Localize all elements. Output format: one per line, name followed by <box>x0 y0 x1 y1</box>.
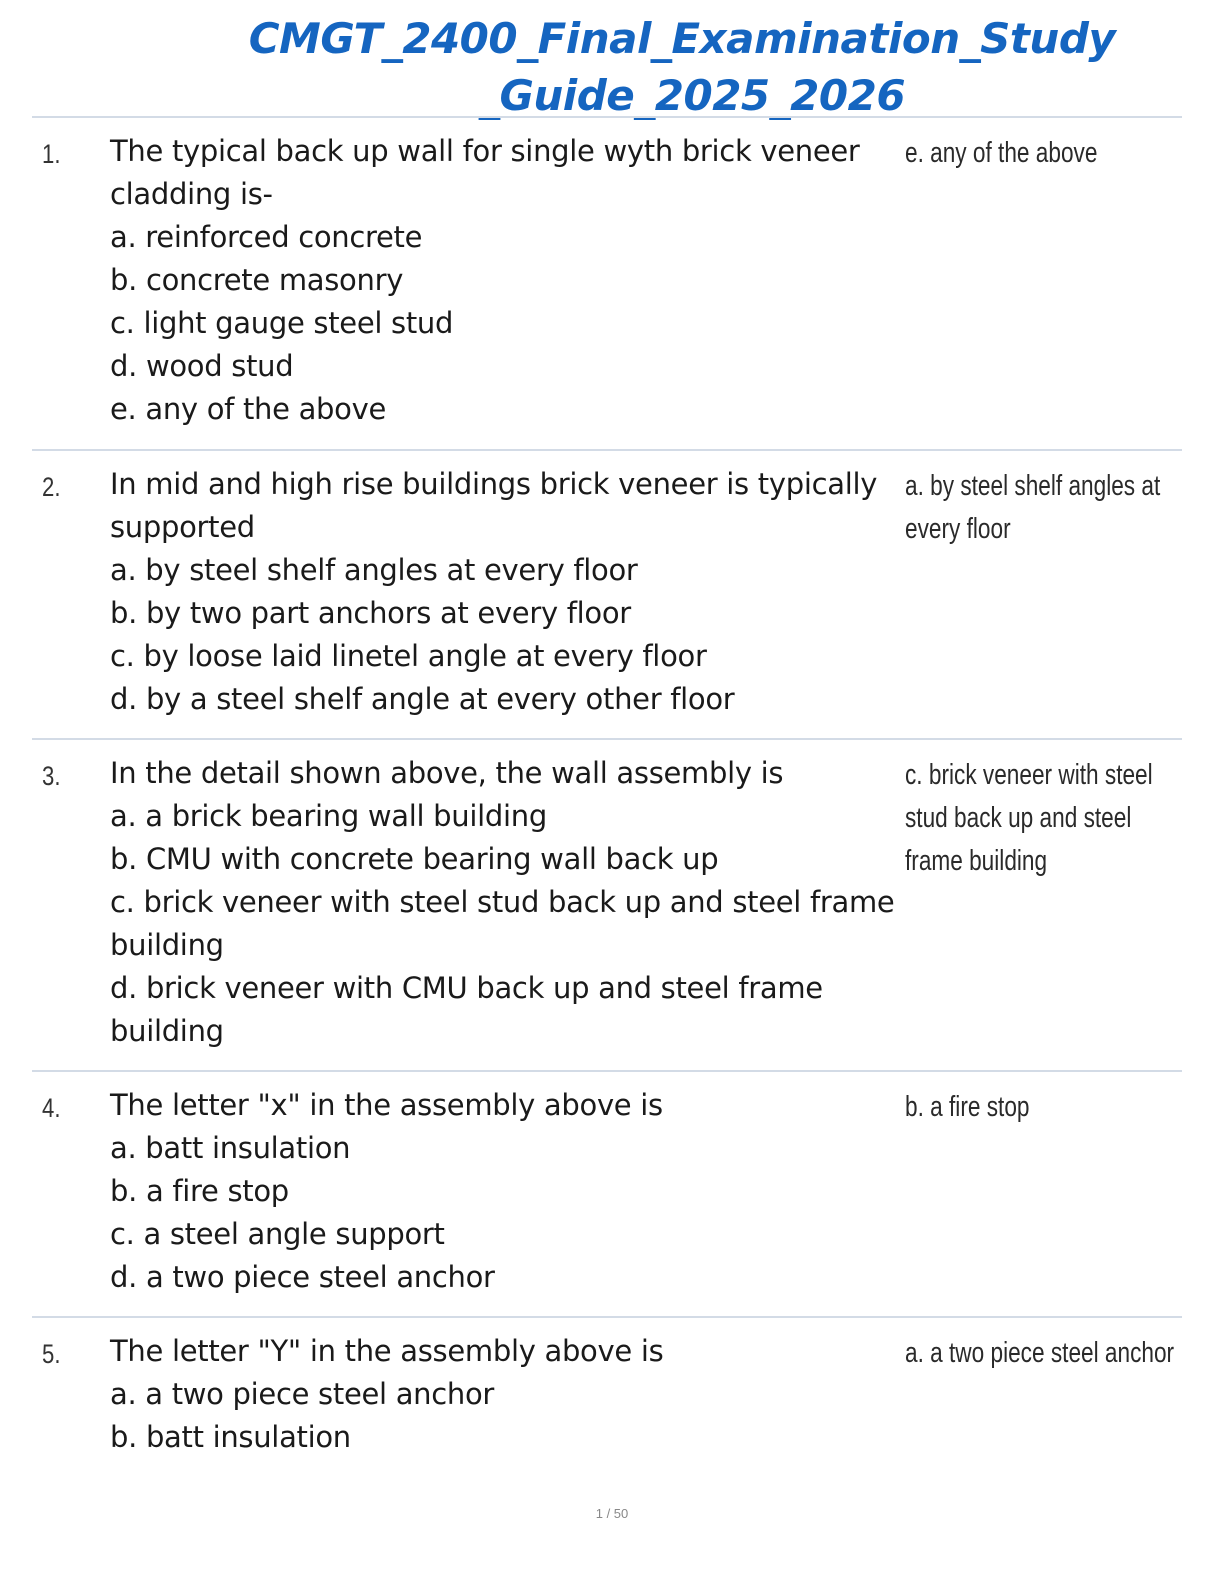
question-line: In the detail shown above, the wall assembly is <box>110 756 784 790</box>
option-a: a. a two piece steel anchor <box>110 1377 495 1411</box>
option-a: a. by steel shelf angles at every floor <box>110 553 638 587</box>
question-row-1 <box>32 118 1182 451</box>
question-line: The letter "x" in the assembly above is <box>110 1088 663 1122</box>
question-text <box>110 130 910 431</box>
option-c: c. brick veneer with steel stud back up and steel frame <box>110 885 895 919</box>
answer-text <box>905 1086 1186 1129</box>
question-row-3 <box>32 740 1182 1072</box>
option-a: a. a brick bearing wall building <box>110 799 547 833</box>
option-d: d. by a steel shelf angle at every other floor <box>110 682 735 716</box>
question-row-4 <box>32 1072 1182 1318</box>
option-a: a. reinforced concrete <box>110 220 423 254</box>
answer-line: e. any of the above <box>905 137 1098 169</box>
answer-line: a. a two piece steel anchor <box>905 1337 1175 1369</box>
question-line: The typical back up wall for single wyth brick veneer <box>110 134 860 168</box>
question-row-2 <box>32 451 1182 740</box>
answer-line: stud back up and steel <box>905 802 1132 834</box>
question-line: supported <box>110 510 255 544</box>
question-line: In mid and high rise buildings brick veneer is typically <box>110 467 878 501</box>
question-number: 3. <box>42 761 61 791</box>
answer-line: frame building <box>905 845 1048 877</box>
answer-line: a. by steel shelf angles at <box>905 470 1161 502</box>
option-b: b. concrete masonry <box>110 263 404 297</box>
page-title-line-2: _Guide_2025_2026 <box>478 71 906 120</box>
question-text <box>110 752 910 1053</box>
question-text <box>110 1084 910 1299</box>
answer-text <box>905 132 1186 175</box>
question-list <box>32 116 1182 1468</box>
answer-text <box>905 1332 1186 1375</box>
page-title <box>0 10 1224 124</box>
page-title-line-1: CMGT_2400_Final_Examination_Study <box>248 14 1116 63</box>
question-number: 5. <box>42 1339 61 1369</box>
option-d: d. wood stud <box>110 349 294 383</box>
option-b: b. a fire stop <box>110 1174 289 1208</box>
question-number: 4. <box>42 1093 61 1123</box>
option-b: b. CMU with concrete bearing wall back up <box>110 842 719 876</box>
answer-text <box>905 754 1186 883</box>
answer-line: b. a fire stop <box>905 1091 1030 1123</box>
answer-line: c. brick veneer with steel <box>905 759 1153 791</box>
option-a: a. batt insulation <box>110 1131 351 1165</box>
page-number: 1 / 50 <box>595 1506 629 1521</box>
option-c: c. by loose laid linetel angle at every floor <box>110 639 707 673</box>
answer-line: every floor <box>905 513 1011 545</box>
question-number: 2. <box>42 472 61 502</box>
option-b: b. batt insulation <box>110 1420 351 1454</box>
option-d: d. brick veneer with CMU back up and steel frame <box>110 971 823 1005</box>
option-b: b. by two part anchors at every floor <box>110 596 631 630</box>
answer-text <box>905 465 1186 551</box>
question-line: The letter "Y" in the assembly above is <box>110 1334 664 1368</box>
option-c: c. a steel angle support <box>110 1217 445 1251</box>
question-text <box>110 463 910 721</box>
question-number: 1. <box>42 139 61 169</box>
question-text <box>110 1330 910 1459</box>
option-d-cont: building <box>110 1014 224 1048</box>
option-e: e. any of the above <box>110 392 387 426</box>
question-row-5 <box>32 1318 1182 1468</box>
question-line: cladding is- <box>110 177 273 211</box>
option-c: c. light gauge steel stud <box>110 306 454 340</box>
option-c-cont: building <box>110 928 224 962</box>
option-d: d. a two piece steel anchor <box>110 1260 495 1294</box>
